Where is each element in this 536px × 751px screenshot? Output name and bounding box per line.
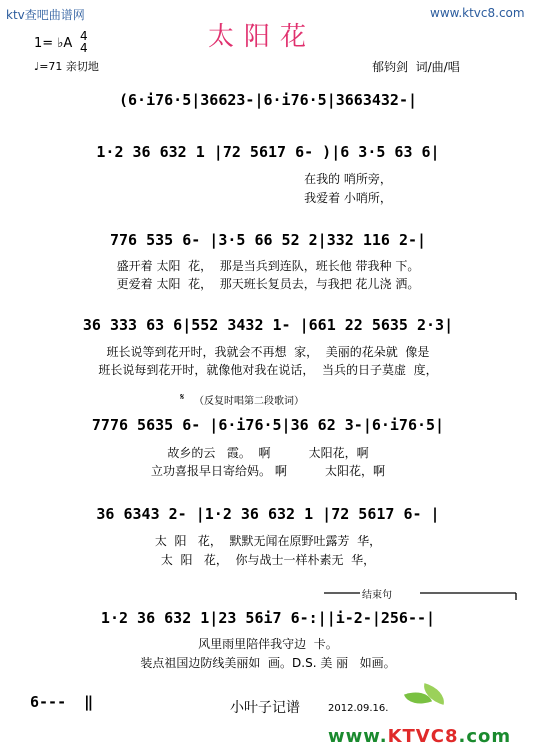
lyric-row-2-verse-1: 在我的 哨所旁， xyxy=(304,172,392,186)
key-signature: 1= ♭A xyxy=(34,36,73,51)
notation-row-2: 1·2 36 632 1 |72 5617 6- )|6 3·5 63 6| xyxy=(96,143,440,161)
lyric-row-3-verse-2: 更爱着 太阳 花， 那天班长复员去，与我把 花儿浇 洒。 xyxy=(116,277,420,291)
lyric-row-6-verse-1: 太 阳 花， 默默无闻在原野吐露芳 华， xyxy=(154,534,382,548)
transcription-date: 2012.09.16. xyxy=(328,703,389,714)
lyric-row-6-verse-2: 太 阳 花， 你与战士一样朴素无 华， xyxy=(160,553,376,567)
lyric-row-7-verse-2: 装点祖国边防线美丽如 画。D.S. 美 丽 如画。 xyxy=(140,656,396,670)
notation-row-6: 36 6343 2- |1·2 36 632 1 |72 5617 6- | xyxy=(96,505,440,523)
lyric-row-4-verse-1: 班长说等到花开时，我就会不再想 家， 美丽的花朵就 像是 xyxy=(106,345,430,359)
lyric-row-5-verse-1: 故乡的云 霞。 啊 太阳花，啊 xyxy=(167,446,369,460)
notation-row-4: 36 333 63 6|552 3432 1- |661 22 5635 2·3| xyxy=(82,316,454,334)
repeat-instruction: （反复时唱第二段歌词） xyxy=(194,396,304,407)
notation-row-3: 776 535 6- |3·5 66 52 2|332 116 2-| xyxy=(109,231,427,249)
lyric-row-3-verse-1: 盛开着 太阳 花， 那是当兵到连队，班长他 带我种 下。 xyxy=(116,259,420,273)
ending-label: 结束句 xyxy=(360,586,394,601)
tempo-marking: ♩=71 亲切地 xyxy=(34,60,99,73)
site-name-left: ktv查吧曲谱网 xyxy=(6,8,85,22)
lyric-row-4-verse-2: 班长说每到花开时，就像他对我在说话， 当兵的日子莫虚 度， xyxy=(98,363,438,377)
lyric-row-5-verse-2: 立功喜报早日寄给妈。 啊 太阳花，啊 xyxy=(151,464,385,478)
notation-row-8: 6--- ‖ xyxy=(30,693,94,711)
notation-row-5: 7776 5635 6- |6·i76·5|36 62 3-|6·i76·5| xyxy=(91,416,445,434)
time-signature: 4 4 xyxy=(80,29,88,55)
author-credit: 郁钧剑 词/曲/唱 xyxy=(372,60,460,74)
lyric-row-7-verse-1: 风里雨里陪伴我守边 卡。 xyxy=(198,637,338,651)
song-title: 太阳花 xyxy=(208,22,317,52)
segno-icon: 𝄋 xyxy=(180,392,185,403)
notation-row-7: 1·2 36 632 1|23 56i7 6-:||i-2-|256--| xyxy=(100,609,436,627)
site-url-right: www.ktvc8.com xyxy=(430,6,525,20)
watermark-logo: www.KTVC8.com xyxy=(328,726,512,747)
ending-bracket xyxy=(320,586,520,600)
notation-row-1: (6·i76·5|36623-|6·i76·5|3663432-| xyxy=(118,91,417,109)
lyric-row-2-verse-2: 我爱着 小哨所， xyxy=(304,191,392,205)
transcriber-signature: 小叶子记谱 xyxy=(230,700,300,716)
